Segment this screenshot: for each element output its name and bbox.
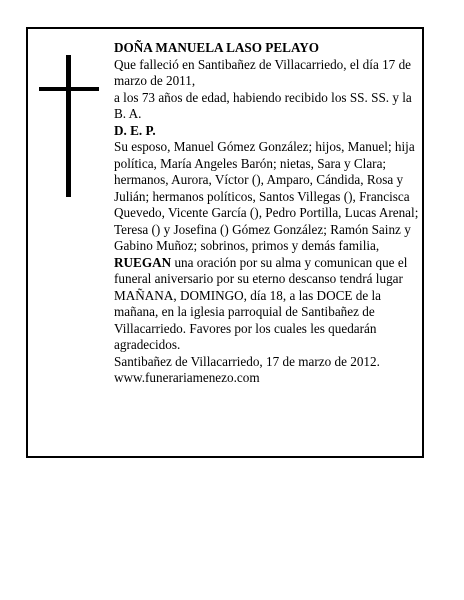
ruegan-text: una oración por su alma y comunican que el funeral aniversario por su eterno descanso tendrá lugar MAÑANA, DOMINGO, día 18, a las DOCE de la mañana, en la iglesia parroquial de Santibañez de Villacarriedo. Favores por los cuales les quedarán agradecidos. xyxy=(114,254,408,352)
deceased-name: DOÑA MANUELA LASO PELAYO xyxy=(114,40,320,55)
ruegan-label: RUEGAN xyxy=(114,254,172,270)
age-info: a los 73 años de edad, habiendo recibido los SS. SS. y la B. A. xyxy=(114,89,412,121)
notice-text xyxy=(114,40,424,387)
website: www.funerariamenezo.com xyxy=(114,370,260,385)
family-list: Su esposo, Manuel Gómez González; hijos, Manuel; hija política, María Angeles Barón; nietas, Sara y Clara; hermanos, Aurora, Víctor (), Amparo, Cándida, Rosa y Julián; hermanos políticos, Santos Villegas (), Francisca Quevedo, Vicente García (), Pedro Portilla, Lucas Arenal; Teresa () y Josefina () Gómez González; Ramón Sainz y Gabino Muñoz; sobrinos, primos y demás familia, xyxy=(114,139,419,253)
ruegan-paragraph xyxy=(114,255,424,354)
dep-label: D. E. P. xyxy=(114,122,156,138)
obituary-notice xyxy=(26,27,424,458)
place-date: Santibañez de Villacarriedo, 17 de marzo de 2012. xyxy=(114,353,380,369)
cross-icon xyxy=(39,55,99,197)
cross-horizontal-bar xyxy=(39,87,99,91)
death-info: Que falleció en Santibañez de Villacarriedo, el día 17 de marzo de 2011, xyxy=(114,56,412,88)
cross-vertical-bar xyxy=(66,55,71,197)
